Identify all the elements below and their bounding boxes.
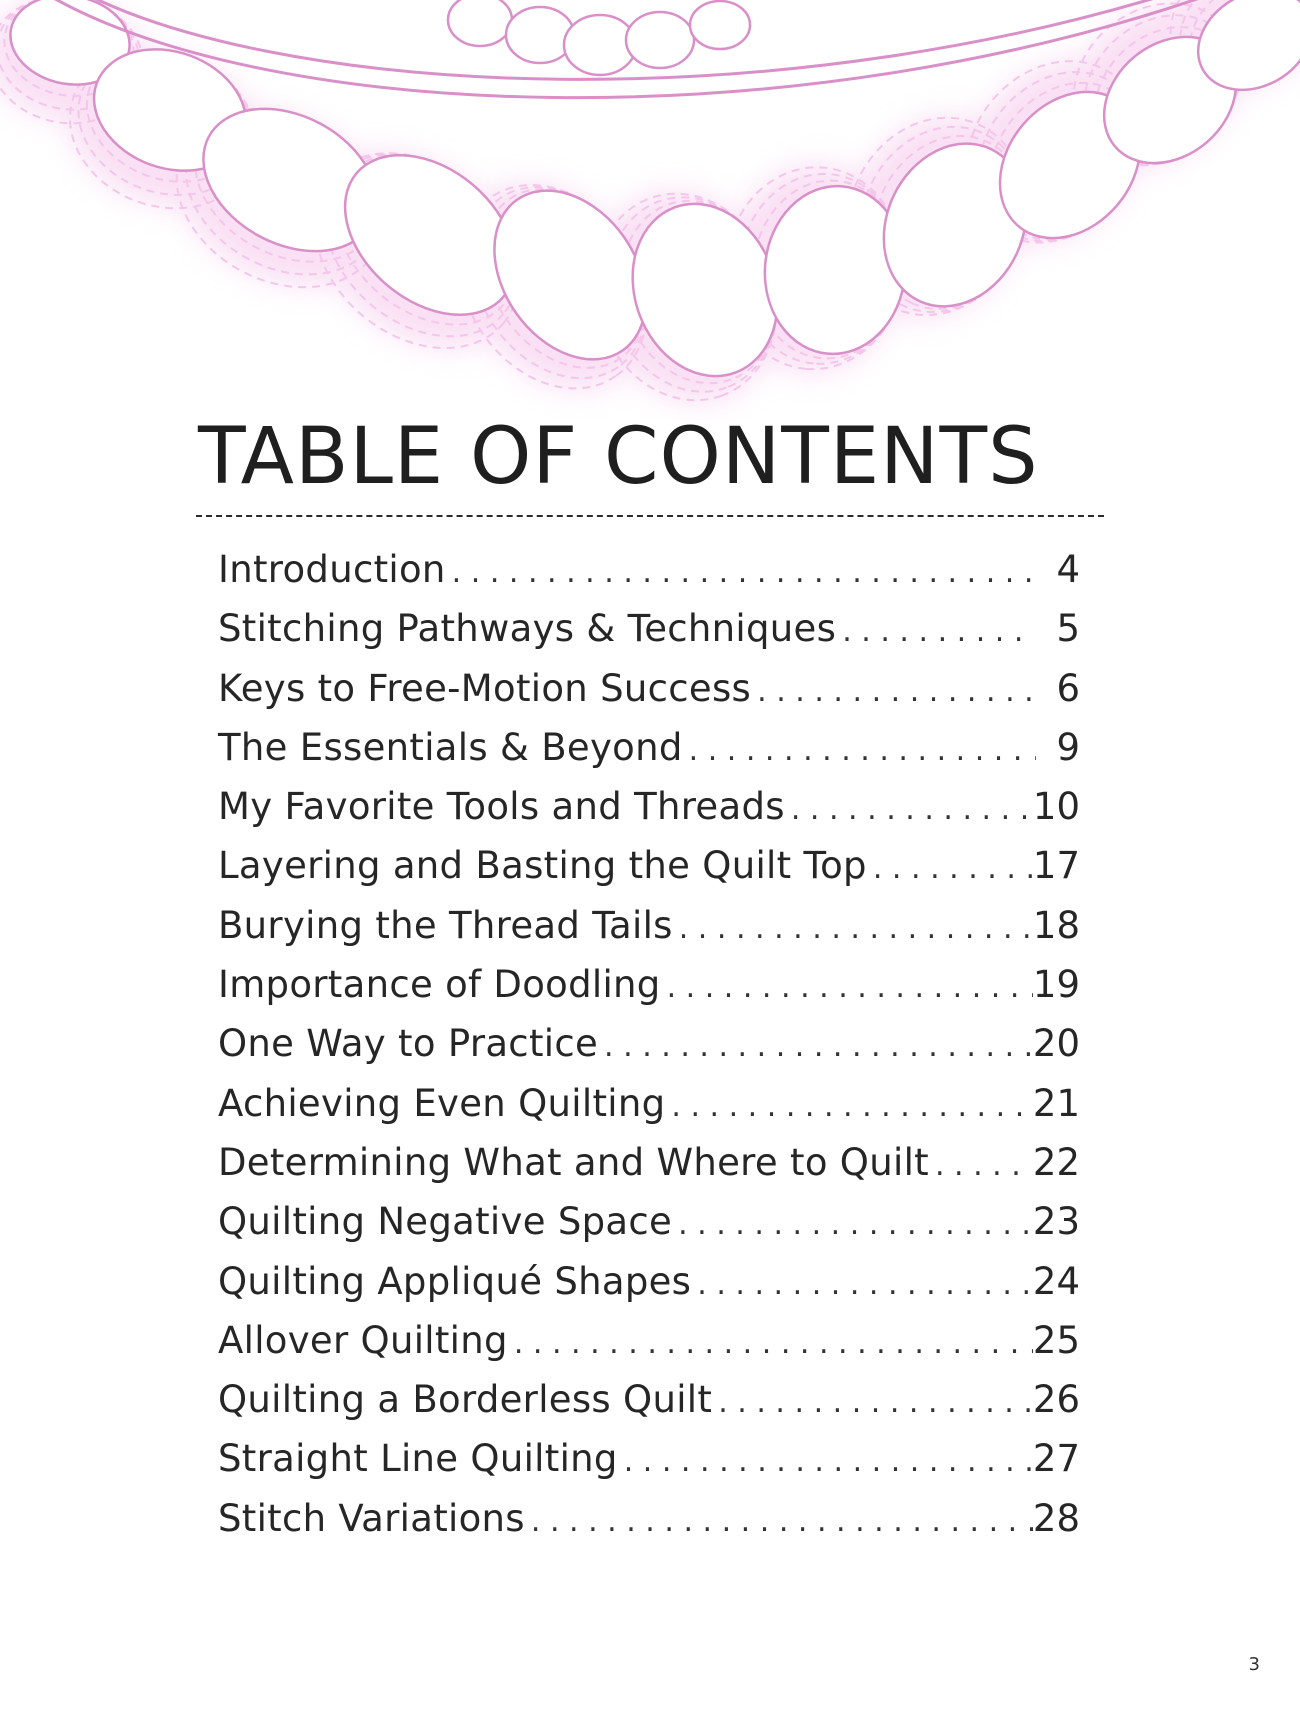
toc-entry-page: 9 bbox=[1056, 725, 1080, 769]
toc-entry-page: 28 bbox=[1032, 1496, 1080, 1540]
toc-entry[interactable] bbox=[218, 718, 1080, 777]
toc-entry[interactable] bbox=[218, 1133, 1080, 1192]
dot-leader bbox=[867, 839, 1033, 898]
toc-entry[interactable] bbox=[218, 1252, 1080, 1311]
toc-entry[interactable] bbox=[218, 1429, 1080, 1488]
page-number: 3 bbox=[1248, 1654, 1260, 1675]
toc-entry-label: Importance of Doodling bbox=[218, 963, 661, 1007]
toc-entry-label: Keys to Free-Motion Success bbox=[218, 666, 752, 710]
toc-entry[interactable] bbox=[218, 659, 1080, 718]
toc-entry-label: Allover Quilting bbox=[218, 1318, 508, 1362]
toc-entry-page: 18 bbox=[1032, 903, 1080, 947]
toc-entry[interactable] bbox=[218, 1192, 1080, 1251]
toc-entry-label: Stitch Variations bbox=[218, 1496, 525, 1540]
dot-leader bbox=[929, 1136, 1033, 1195]
toc-entry[interactable] bbox=[218, 1370, 1080, 1429]
dot-leader bbox=[673, 899, 1033, 958]
toc-entry-page: 4 bbox=[1056, 548, 1080, 591]
toc-entry-page: 24 bbox=[1032, 1259, 1080, 1303]
toc-entry-page: 19 bbox=[1032, 963, 1080, 1007]
toc-entry[interactable] bbox=[218, 777, 1080, 836]
toc-entry-page: 27 bbox=[1032, 1437, 1080, 1481]
toc-entry[interactable] bbox=[218, 896, 1080, 955]
dot-leader bbox=[508, 1314, 1033, 1373]
toc-entry-page: 6 bbox=[1056, 666, 1080, 710]
toc-entry[interactable] bbox=[218, 955, 1080, 1014]
toc-entry[interactable] bbox=[218, 1014, 1080, 1073]
toc-entry-label: Determining What and Where to Quilt bbox=[218, 1140, 929, 1184]
dot-leader bbox=[446, 543, 1036, 602]
dot-leader bbox=[712, 1373, 1033, 1432]
toc-entry[interactable] bbox=[218, 1489, 1080, 1548]
dot-leader bbox=[751, 662, 1036, 721]
dot-leader bbox=[665, 1077, 1033, 1136]
toc-entry-page: 21 bbox=[1032, 1081, 1080, 1125]
toc-entry[interactable] bbox=[218, 1074, 1080, 1133]
dot-leader bbox=[785, 780, 1033, 839]
toc-entry[interactable] bbox=[218, 836, 1080, 895]
toc-entry-label: Layering and Basting the Quilt Top bbox=[218, 844, 867, 888]
toc-entry-page: 25 bbox=[1032, 1318, 1080, 1362]
toc-entry-label: Quilting a Borderless Quilt bbox=[218, 1378, 713, 1422]
toc-entry-page: 17 bbox=[1032, 844, 1080, 888]
toc-entry-label: Burying the Thread Tails bbox=[218, 903, 673, 947]
toc-entry[interactable] bbox=[218, 1311, 1080, 1370]
toc-entry-page: 26 bbox=[1032, 1378, 1080, 1422]
dot-leader bbox=[683, 721, 1036, 780]
toc-entry-label: Stitching Pathways & Techniques bbox=[218, 607, 837, 651]
toc-entry[interactable] bbox=[218, 540, 1080, 599]
table-of-contents bbox=[218, 540, 1080, 1548]
toc-entry-label: The Essentials & Beyond bbox=[218, 725, 683, 769]
toc-entry-page: 5 bbox=[1056, 607, 1080, 651]
toc-entry-label: Achieving Even Quilting bbox=[218, 1081, 666, 1125]
toc-entry-label: Introduction bbox=[218, 548, 446, 591]
toc-entry-page: 20 bbox=[1032, 1022, 1080, 1066]
toc-entry-label: My Favorite Tools and Threads bbox=[218, 785, 785, 829]
dot-leader bbox=[661, 958, 1033, 1017]
toc-entry-label: Quilting Negative Space bbox=[218, 1200, 673, 1244]
toc-entry-page: 23 bbox=[1032, 1200, 1080, 1244]
toc-entry-page: 10 bbox=[1032, 785, 1080, 829]
dot-leader bbox=[525, 1492, 1033, 1551]
toc-entry-label: One Way to Practice bbox=[218, 1022, 599, 1066]
dot-leader bbox=[691, 1255, 1033, 1314]
dot-leader bbox=[672, 1195, 1033, 1254]
page-title: TABLE OF CONTENTS bbox=[198, 412, 1039, 502]
dot-leader bbox=[836, 602, 1036, 661]
toc-entry-label: Straight Line Quilting bbox=[218, 1437, 618, 1481]
title-divider bbox=[196, 515, 1104, 517]
dot-leader bbox=[618, 1432, 1033, 1491]
quilted-feather-icon bbox=[0, 0, 1300, 420]
toc-entry-page: 22 bbox=[1032, 1140, 1080, 1184]
dot-leader bbox=[598, 1017, 1033, 1076]
toc-entry-label: Quilting Appliqué Shapes bbox=[218, 1259, 692, 1303]
toc-entry[interactable] bbox=[218, 599, 1080, 658]
